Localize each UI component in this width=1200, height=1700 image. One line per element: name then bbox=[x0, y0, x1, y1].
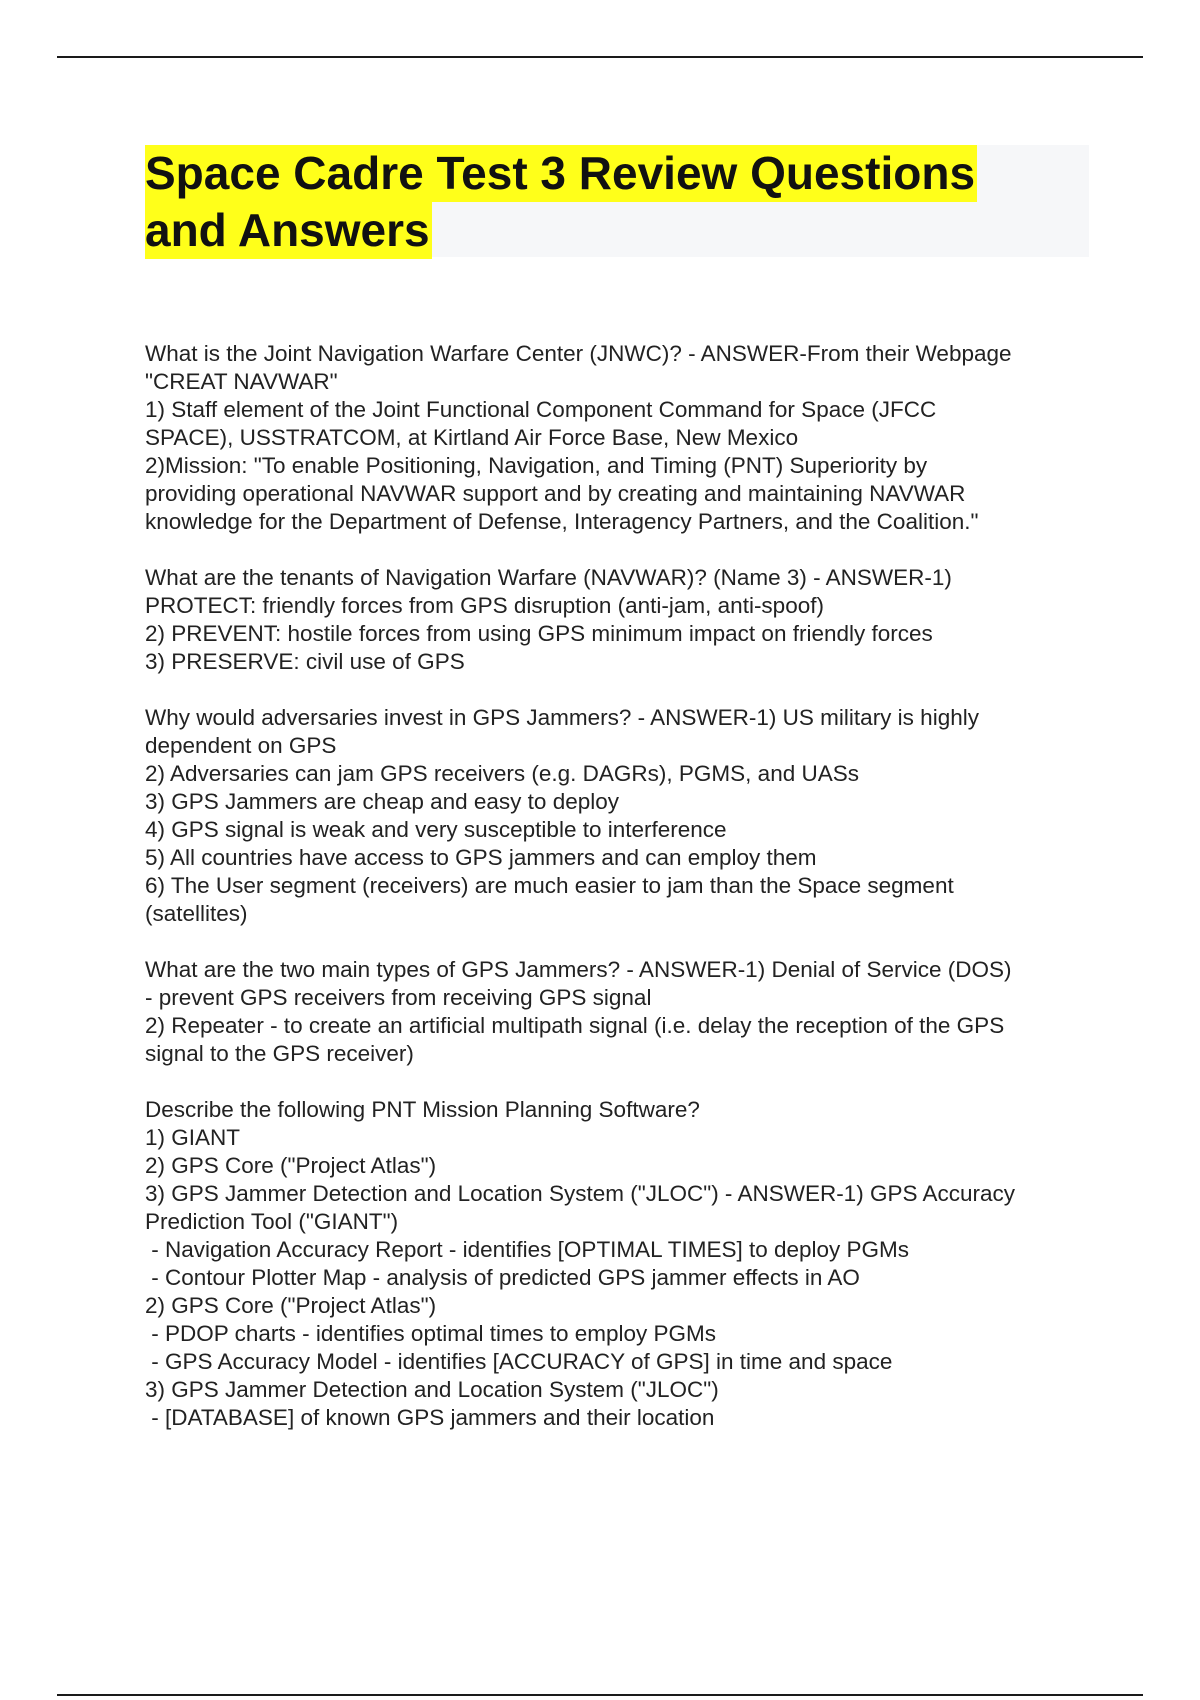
answer-line: dependent on GPS bbox=[145, 733, 337, 758]
answer-line: - PDOP charts - identifies optimal times to employ PGMs bbox=[145, 1321, 717, 1346]
question-line: Describe the following PNT Mission Planning Software? bbox=[145, 1097, 700, 1122]
answer-line: 2) GPS Core ("Project Atlas") bbox=[145, 1153, 437, 1178]
answer-line: Prediction Tool ("GIANT") bbox=[145, 1209, 399, 1234]
qa-block bbox=[145, 1096, 1095, 1432]
top-rule bbox=[57, 56, 1143, 58]
answer-line: 3) GPS Jammer Detection and Location System ("JLOC") bbox=[145, 1377, 719, 1402]
answer-line: signal to the GPS receiver) bbox=[145, 1041, 414, 1066]
page-title bbox=[145, 145, 1089, 259]
bottom-rule bbox=[57, 1694, 1143, 1696]
answer-line: - Contour Plotter Map - analysis of predicted GPS jammer effects in AO bbox=[145, 1265, 860, 1290]
question-line: What is the Joint Navigation Warfare Center (JNWC)? - ANSWER-From their Webpage bbox=[145, 341, 1012, 366]
answer-line: 3) GPS Jammer Detection and Location System ("JLOC") - ANSWER-1) GPS Accuracy bbox=[145, 1181, 1015, 1206]
answer-line: 1) GIANT bbox=[145, 1125, 241, 1150]
question-line: What are the tenants of Navigation Warfare (NAVWAR)? (Name 3) - ANSWER-1) bbox=[145, 565, 952, 590]
answer-line: PROTECT: friendly forces from GPS disruption (anti-jam, anti-spoof) bbox=[145, 593, 824, 618]
answer-line: - [DATABASE] of known GPS jammers and their location bbox=[145, 1405, 715, 1430]
answer-line: - Navigation Accuracy Report - identifies [OPTIMAL TIMES] to deploy PGMs bbox=[145, 1237, 910, 1262]
question-line: Why would adversaries invest in GPS Jammers? - ANSWER-1) US military is highly bbox=[145, 705, 979, 730]
answer-line: - GPS Accuracy Model - identifies [ACCURACY of GPS] in time and space bbox=[145, 1349, 893, 1374]
answer-line: 2) Repeater - to create an artificial multipath signal (i.e. delay the reception of the GPS bbox=[145, 1013, 1005, 1038]
question-line: What are the two main types of GPS Jammers? - ANSWER-1) Denial of Service (DOS) bbox=[145, 957, 1012, 982]
answer-line: SPACE), USSTRATCOM, at Kirtland Air Force Base, New Mexico bbox=[145, 425, 799, 450]
answer-line: 3) PRESERVE: civil use of GPS bbox=[145, 649, 465, 674]
answer-line: knowledge for the Department of Defense, Interagency Partners, and the Coalition." bbox=[145, 509, 979, 534]
answer-line: 5) All countries have access to GPS jammers and can employ them bbox=[145, 845, 817, 870]
qa-content bbox=[145, 340, 1095, 1460]
qa-block bbox=[145, 956, 1095, 1068]
answer-line: 3) GPS Jammers are cheap and easy to deploy bbox=[145, 789, 619, 814]
answer-line: 2) GPS Core ("Project Atlas") bbox=[145, 1293, 437, 1318]
answer-line: 1) Staff element of the Joint Functional Component Command for Space (JFCC bbox=[145, 397, 937, 422]
qa-block bbox=[145, 340, 1095, 536]
answer-line: 2) PREVENT: hostile forces from using GPS minimum impact on friendly forces bbox=[145, 621, 933, 646]
answer-line: 4) GPS signal is weak and very susceptible to interference bbox=[145, 817, 727, 842]
answer-line: 2) Adversaries can jam GPS receivers (e.g. DAGRs), PGMS, and UASs bbox=[145, 761, 859, 786]
answer-line: "CREAT NAVWAR" bbox=[145, 369, 338, 394]
qa-block bbox=[145, 704, 1095, 928]
answer-line: 2)Mission: "To enable Positioning, Navigation, and Timing (PNT) Superiority by bbox=[145, 453, 928, 478]
title-banner bbox=[145, 145, 1089, 257]
title-line-1: Space Cadre Test 3 Review Questions bbox=[145, 145, 977, 202]
answer-line: 6) The User segment (receivers) are much easier to jam than the Space segment bbox=[145, 873, 954, 898]
title-line-2: and Answers bbox=[145, 202, 432, 259]
answer-line: providing operational NAVWAR support and by creating and maintaining NAVWAR bbox=[145, 481, 966, 506]
answer-line: - prevent GPS receivers from receiving GPS signal bbox=[145, 985, 652, 1010]
qa-block bbox=[145, 564, 1095, 676]
answer-line: (satellites) bbox=[145, 901, 248, 926]
